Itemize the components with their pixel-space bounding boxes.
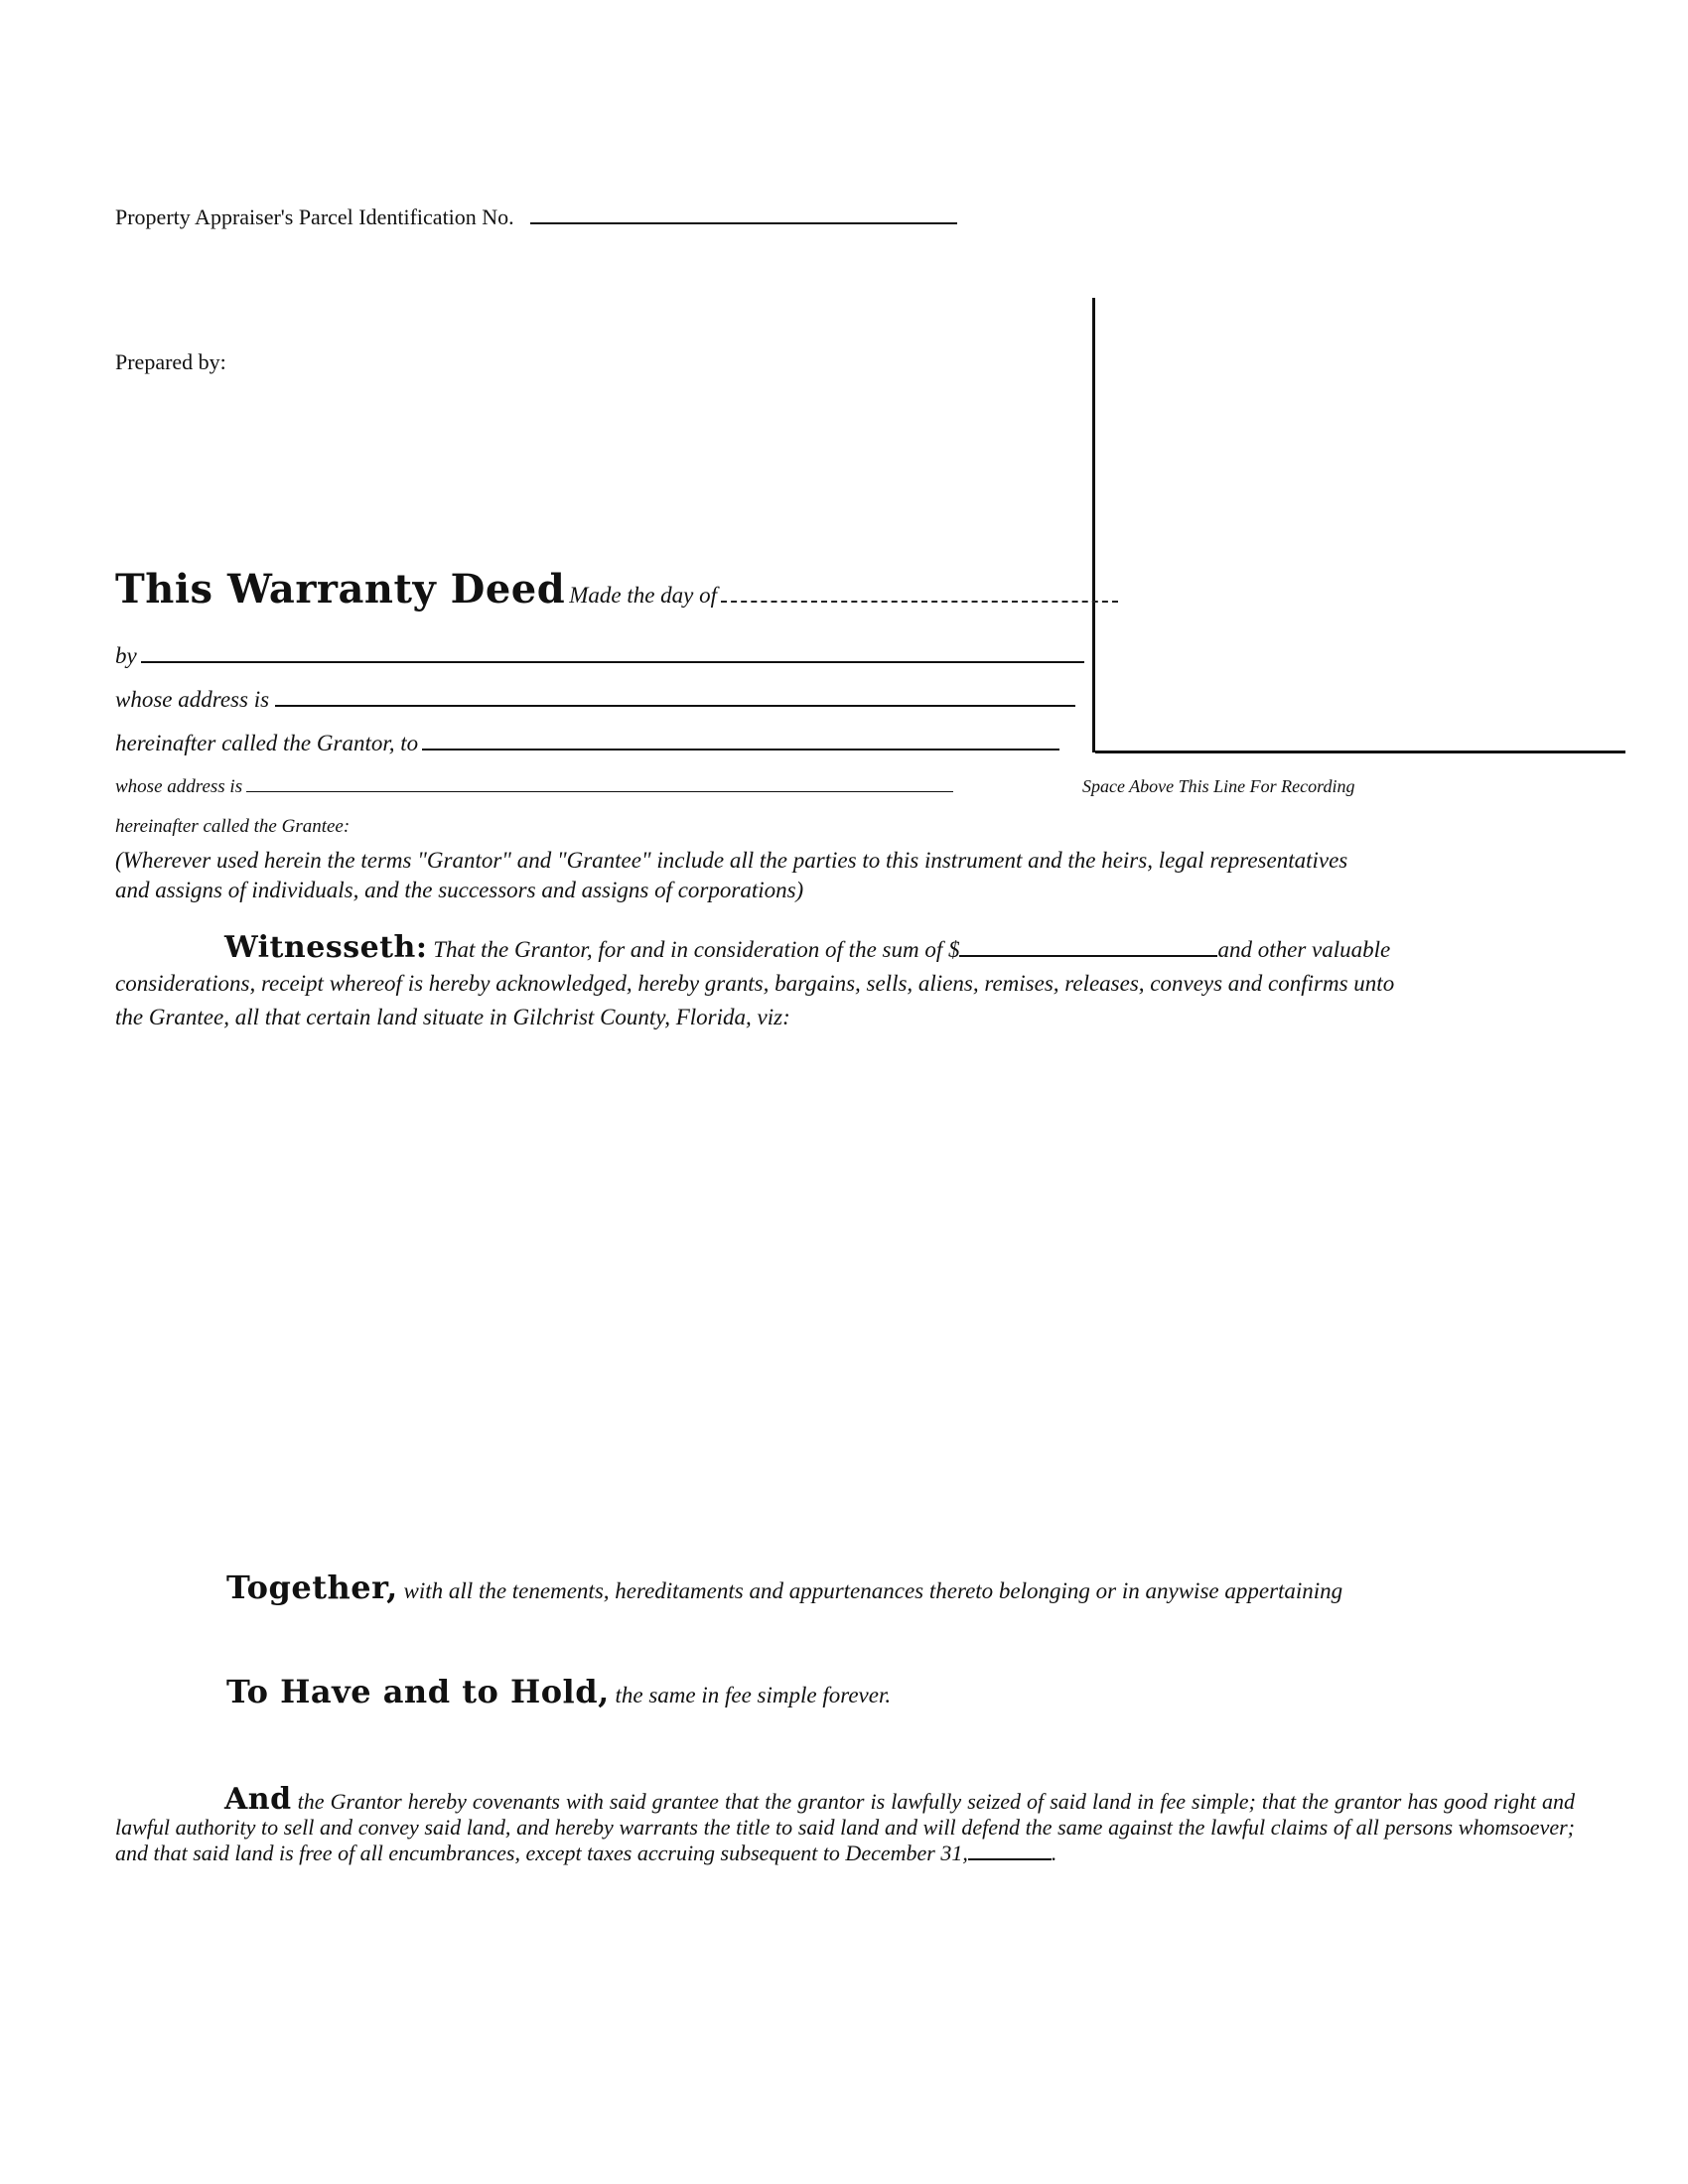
prepared-by-label: Prepared by: <box>115 349 226 374</box>
together-clause <box>226 1569 1342 1606</box>
made-day-label: Made the day of <box>569 583 718 608</box>
recording-space-note: Space Above This Line For Recording <box>1082 776 1355 796</box>
grantee-name-row <box>115 731 1059 756</box>
grantee-address-row <box>115 776 953 798</box>
covenant-end: . <box>1051 1841 1057 1865</box>
parcel-id-field[interactable] <box>530 221 957 224</box>
grantor-address-label: whose address is <box>115 687 270 712</box>
recording-box-left-border <box>1092 298 1095 752</box>
parcel-id-row <box>115 205 957 230</box>
grantor-name-row <box>115 643 1084 669</box>
covenant-text: the Grantor hereby covenants with said grantee that the grantor is lawfully seized of said land in fee simple; that the grantor has good right and lawful authority to sell and convey said land, and hereby warrants the title to said land and will defend the same against the lawful claims of all persons whomsoever; and that said land is free of all encumbrances, except taxes accruing subsequent to December 31, <box>115 1789 1576 1865</box>
deed-title: This Warranty Deed <box>115 566 566 613</box>
habendum-text: the same in fee simple forever. <box>615 1683 892 1707</box>
witnesseth-text-before: That the Grantor, for and in consideration of the sum of $ <box>433 937 960 962</box>
grantor-address-field[interactable] <box>275 704 1075 707</box>
deed-date-field[interactable] <box>721 600 1118 603</box>
prepared-by-row <box>115 349 226 375</box>
grantor-called-label: hereinafter called the Grantor, to <box>115 731 419 755</box>
habendum-heading: To Have and to Hold, <box>226 1673 610 1710</box>
legal-description-area[interactable] <box>115 1052 1565 1529</box>
parcel-id-label: Property Appraiser's Parcel Identification No. <box>115 205 514 229</box>
witnesseth-heading: Witnesseth: <box>224 930 428 965</box>
together-text: with all the tenements, hereditaments and appurtenances thereto belonging or in anywise appertaining <box>403 1578 1343 1603</box>
consideration-amount-field[interactable] <box>959 954 1217 957</box>
grantee-name-field[interactable] <box>422 748 1059 751</box>
definitions-paragraph: (Wherever used herein the terms "Grantor" and "Grantee" include all the parties to this instrument and the heirs, legal representatives and assigns of individuals, and the successors and assigns of corporations) <box>115 848 1348 902</box>
witnesseth-paragraph <box>115 931 1406 1034</box>
habendum-clause <box>226 1673 891 1710</box>
by-label: by <box>115 643 137 668</box>
witnesseth-text-after: and other valuable considerations, receipt whereof is hereby acknowledged, hereby grants, bargains, sells, aliens, remises, releases, conveys and confirms unto the Grantee, all that certain land situate in Gilchrist County, Florida, viz: <box>115 937 1395 1029</box>
grantor-address-row <box>115 687 1075 713</box>
grantee-address-field[interactable] <box>246 790 953 792</box>
tax-year-field[interactable] <box>968 1857 1052 1860</box>
covenant-heading: And <box>224 1782 292 1817</box>
grantee-called-label: hereinafter called the Grantee: <box>115 816 351 837</box>
together-heading: Together, <box>226 1569 398 1606</box>
covenant-paragraph <box>115 1782 1576 1866</box>
recording-box-bottom-border <box>1095 751 1625 753</box>
deed-title-row <box>115 566 1118 613</box>
grantor-name-field[interactable] <box>141 660 1084 663</box>
grantee-address-label: whose address is <box>115 776 243 797</box>
